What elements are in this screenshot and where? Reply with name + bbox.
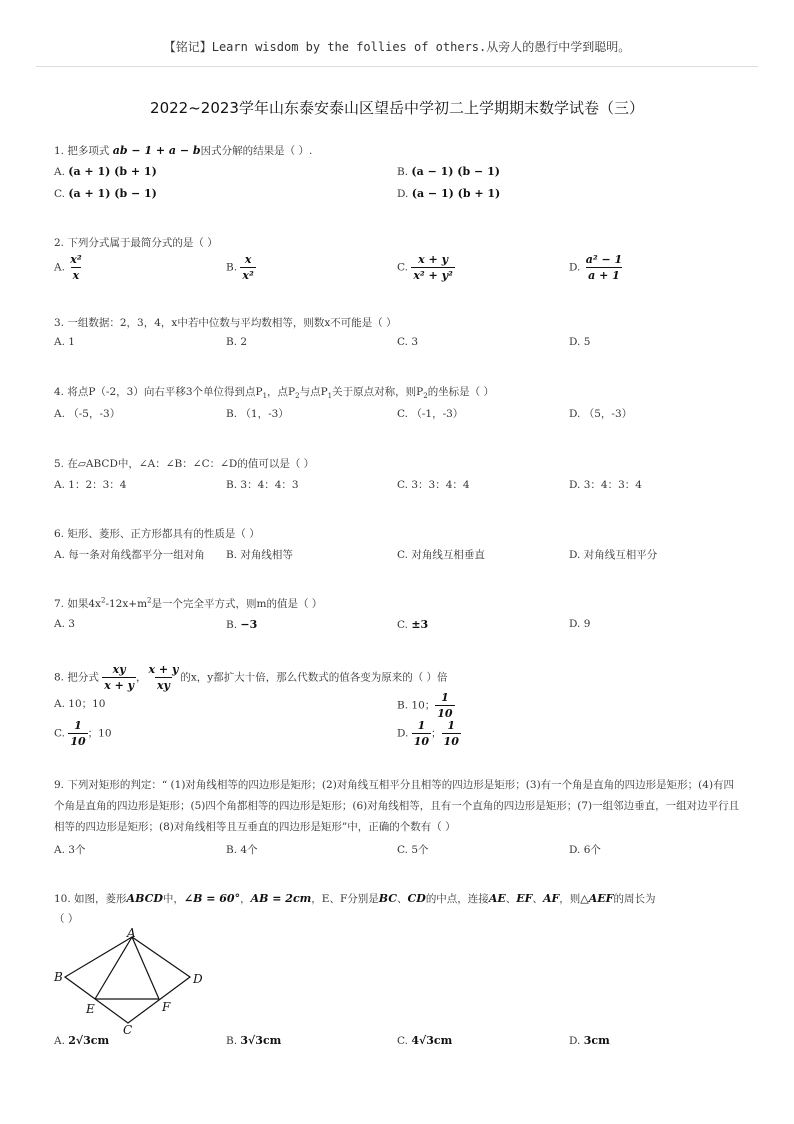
q7-option-c[interactable]: C. ±3 [397, 618, 429, 631]
q1-option-c[interactable]: C. (a + 1) (b − 1) [54, 187, 157, 200]
q1-text-b: 因式分解的结果是（ ）. [200, 145, 313, 157]
q1-expression: ab − 1 + a − b [112, 144, 201, 157]
header-divider [36, 66, 758, 67]
question-4-stem: 4. 将点P（-2，3）向右平移3个单位得到点$P_1$，点$P_2$与点$P_1$关于原点对称，则$P_2$的坐标是（ ） [54, 386, 495, 401]
q7-option-b[interactable]: B. −3 [226, 618, 258, 631]
q5-option-a[interactable]: A. 1：2：3：4 [54, 479, 127, 491]
rhombus-figure [52, 925, 212, 1035]
q2-option-a[interactable]: A. $\frac{\text{x²}}{x}$ [54, 253, 82, 282]
q6-option-c[interactable]: C. 对角线互相垂直 [397, 549, 485, 561]
q9-option-a[interactable]: A. 3个 [54, 844, 86, 856]
q9-option-d[interactable]: D. 6个 [569, 844, 601, 856]
q8-option-d[interactable]: D. $\frac{1}{10}$ ； $\frac{1}{10}$ [397, 719, 459, 748]
q3-option-b[interactable]: B. 2 [226, 336, 248, 348]
q1-option-b[interactable]: B. (a − 1) (b − 1) [397, 165, 500, 178]
segment-ae [95, 937, 132, 999]
q10-option-b[interactable]: B. 3√3cm [226, 1034, 282, 1047]
q5-option-c[interactable]: C. 3：3：4：4 [397, 479, 470, 491]
q4-option-c[interactable]: C. （-1，-3） [397, 408, 464, 420]
q10-option-a[interactable]: A. 2√3cm [54, 1034, 110, 1047]
q7-option-a[interactable]: A. 3 [54, 618, 75, 630]
label-a: A [127, 926, 136, 940]
question-8-stem: 8. 把分式 $\frac{xy}{x + y}$ ， $\frac{x + y}{xy}$ 的x，y都扩大十倍，那么代数式的值各变为原来的（ ）倍 [54, 663, 448, 692]
q8-option-a[interactable]: A. 10；10 [54, 698, 106, 710]
q7-option-d[interactable]: D. 9 [569, 618, 591, 630]
q5-option-b[interactable]: B. 3：4：4：3 [226, 479, 299, 491]
question-6-stem: 6. 矩形、菱形、正方形都具有的性质是（ ） [54, 528, 260, 540]
q10-option-d[interactable]: D. 3cm [569, 1034, 610, 1047]
question-10-stem: 10. 如图，菱形ABCD中，∠B = 60°，AB = 2cm，E、F分别是BC、CD的中点，连接AE、EF、AF，则△AEF的周长为 [54, 892, 656, 905]
motto-header: 【铭记】Learn wisdom by the follies of others.从旁人的愚行中学到聪明。 [163, 40, 631, 54]
q9-option-b[interactable]: B. 4个 [226, 844, 258, 856]
question-5-stem: 5. 在▱ABCD中，∠A：∠B：∠C：∠D的值可以是（ ） [54, 458, 315, 470]
q9-option-c[interactable]: C. 5个 [397, 844, 429, 856]
rhombus-abcd [65, 937, 190, 1023]
q3-option-d[interactable]: D. 5 [569, 336, 591, 348]
q1-option-d[interactable]: D. (a − 1) (b + 1) [397, 187, 501, 200]
q6-option-d[interactable]: D. 对角线互相平分 [569, 549, 658, 561]
question-2-stem: 2. 下列分式属于最简分式的是（ ） [54, 237, 218, 249]
question-7-stem: 7. 如果$4x^2-12x+m^2$是一个完全平方式，则m的值是（ ） [54, 596, 323, 610]
q4-option-b[interactable]: B. （1，-3） [226, 408, 289, 420]
q10-option-c[interactable]: C. 4√3cm [397, 1034, 453, 1047]
label-d: D [193, 972, 203, 986]
q3-option-a[interactable]: A. 1 [54, 336, 75, 348]
label-e: E [86, 1002, 95, 1016]
q6-option-a[interactable]: A. 每一条对角线都平分一组对角 [54, 549, 205, 561]
q8-option-c[interactable]: C. $\frac{1}{10}$ ；10 [54, 719, 112, 748]
question-10-paren: （ ） [54, 913, 79, 925]
q5-option-d[interactable]: D. 3：4：3：4 [569, 479, 642, 491]
q8-option-b[interactable]: B. 10； $\frac{1}{10}$ [397, 691, 453, 720]
q1-text-a: 1. 把多项式 [54, 145, 113, 157]
q1-option-a[interactable]: A. (a + 1) (b + 1) [54, 165, 157, 178]
label-f: F [162, 1000, 171, 1014]
q4-option-d[interactable]: D. （5，-3） [569, 408, 633, 420]
question-3-stem: 3. 一组数据：2，3，4，x中若中位数与平均数相等，则数x不可能是（ ） [54, 317, 397, 329]
q3-option-c[interactable]: C. 3 [397, 336, 419, 348]
question-9-stem: 9. 下列对矩形的判定：“ (1)对角线相等的四边形是矩形；(2)对角线互相平分且相等的四边形是矩形；(3)有一个角是直角的四边形是矩形；(4)有四个角是直角的四边形是矩形；(5)四个角都相等的四边形是矩形；(6)对角线相等，且有一个直角的四边形是矩形；(7)一组邻边垂直，一组对边平行且相等的四边形是矩形；(8)对角线相等且互垂直的四边形是矩形”中，正确的个数有（ ） [54, 779, 740, 833]
page-title: 2022~2023学年山东泰安泰山区望岳中学初二上学期期末数学试卷（三） [150, 99, 644, 117]
q2-option-b[interactable]: B. $\frac{x}{\text{x²}}$ [226, 253, 254, 282]
label-b: B [54, 970, 63, 984]
q2-option-c[interactable]: C. $\frac{x + y}{\text{x² + y²}}$ [397, 253, 453, 282]
question-1-stem [54, 143, 312, 158]
q4-option-a[interactable]: A. （-5，-3） [54, 408, 121, 420]
label-c: C [123, 1023, 133, 1035]
q2-option-d[interactable]: D. $\frac{\text{a² − 1}}{a + 1}$ [569, 253, 623, 282]
q6-option-b[interactable]: B. 对角线相等 [226, 549, 293, 561]
